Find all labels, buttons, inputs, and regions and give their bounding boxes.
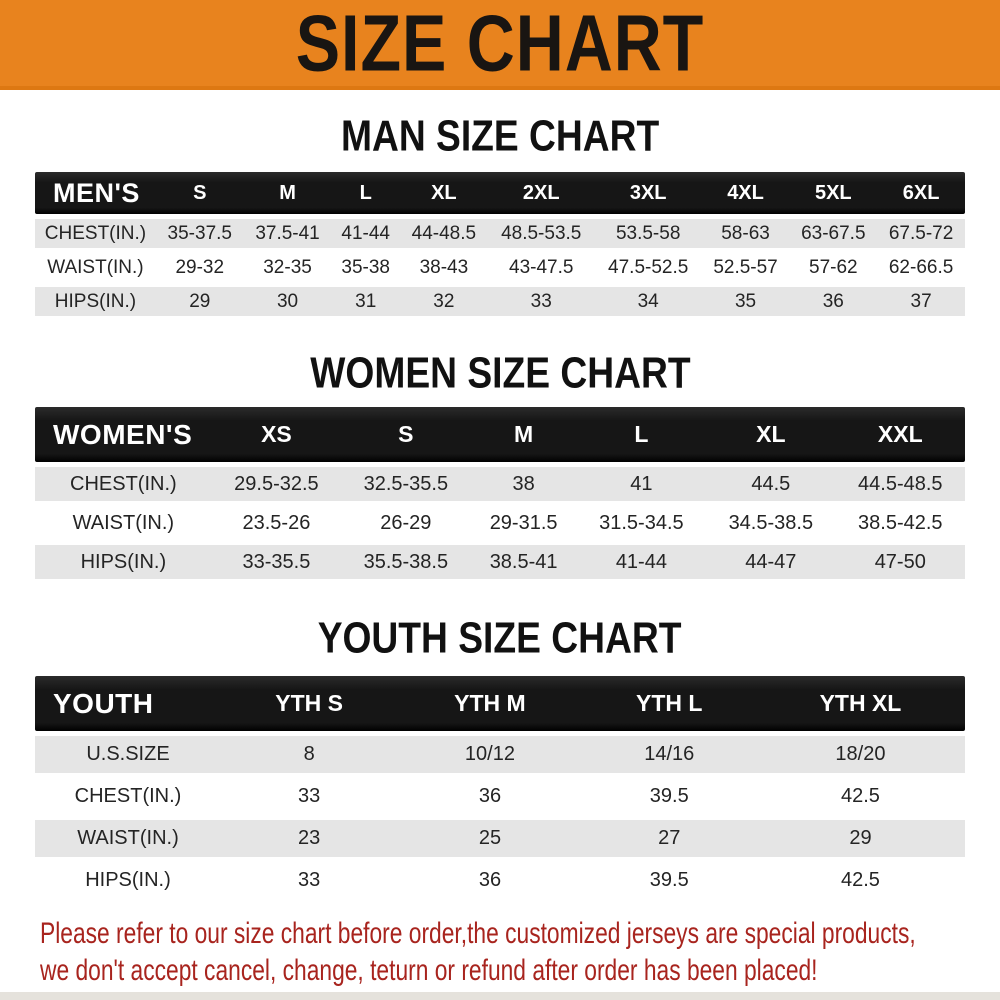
size-header-cell: XS bbox=[212, 407, 341, 462]
value-cell: 52.5-57 bbox=[702, 253, 790, 282]
value-cell: 34 bbox=[595, 287, 702, 316]
value-cell: 36 bbox=[397, 862, 582, 899]
mens-size-table bbox=[35, 167, 965, 321]
women-section-heading-text: WOMEN SIZE CHART bbox=[309, 348, 691, 398]
value-cell: 31.5-34.5 bbox=[577, 506, 706, 540]
size-header-cell: 6XL bbox=[877, 172, 965, 214]
value-cell: 42.5 bbox=[756, 862, 965, 899]
table-row bbox=[35, 862, 965, 899]
size-header-cell: M bbox=[244, 172, 332, 214]
value-cell: 25 bbox=[397, 820, 582, 857]
value-cell: 43-47.5 bbox=[488, 253, 595, 282]
value-cell: 39.5 bbox=[583, 862, 756, 899]
value-cell: 36 bbox=[397, 778, 582, 815]
size-header-cell: 2XL bbox=[488, 172, 595, 214]
footnote bbox=[0, 916, 1000, 989]
table-row bbox=[35, 778, 965, 815]
womens-size-table bbox=[35, 402, 965, 584]
value-cell: 35-37.5 bbox=[156, 219, 244, 248]
table-row bbox=[35, 506, 965, 540]
table-row bbox=[35, 287, 965, 316]
value-cell: 33 bbox=[221, 778, 397, 815]
size-header-cell: L bbox=[577, 407, 706, 462]
size-header-cell: YTH S bbox=[221, 676, 397, 731]
value-cell: 58-63 bbox=[702, 219, 790, 248]
value-cell: 29 bbox=[756, 820, 965, 857]
value-cell: 23.5-26 bbox=[212, 506, 341, 540]
size-header-cell: XXL bbox=[836, 407, 965, 462]
value-cell: 18/20 bbox=[756, 736, 965, 773]
value-cell: 67.5-72 bbox=[877, 219, 965, 248]
row-label-cell: HIPS(IN.) bbox=[35, 545, 212, 579]
table-header-row bbox=[35, 172, 965, 214]
value-cell: 48.5-53.5 bbox=[488, 219, 595, 248]
value-cell: 31 bbox=[331, 287, 400, 316]
row-label-cell: CHEST(IN.) bbox=[35, 219, 156, 248]
value-cell: 23 bbox=[221, 820, 397, 857]
value-cell: 37 bbox=[877, 287, 965, 316]
value-cell: 35 bbox=[702, 287, 790, 316]
table-title-cell: YOUTH bbox=[35, 676, 221, 731]
value-cell: 35-38 bbox=[331, 253, 400, 282]
row-label-cell: WAIST(IN.) bbox=[35, 506, 212, 540]
value-cell: 37.5-41 bbox=[244, 219, 332, 248]
row-label-cell: WAIST(IN.) bbox=[35, 253, 156, 282]
value-cell: 29 bbox=[156, 287, 244, 316]
value-cell: 32-35 bbox=[244, 253, 332, 282]
size-header-cell: YTH XL bbox=[756, 676, 965, 731]
table-header-row bbox=[35, 407, 965, 462]
value-cell: 47-50 bbox=[836, 545, 965, 579]
row-label-cell: HIPS(IN.) bbox=[35, 287, 156, 316]
table-header-row bbox=[35, 676, 965, 731]
youth-size-table bbox=[35, 671, 965, 904]
value-cell: 62-66.5 bbox=[877, 253, 965, 282]
size-header-cell: YTH L bbox=[583, 676, 756, 731]
value-cell: 33 bbox=[221, 862, 397, 899]
value-cell: 8 bbox=[221, 736, 397, 773]
man-section-heading-text: MAN SIZE CHART bbox=[340, 111, 660, 161]
table-row bbox=[35, 467, 965, 501]
table-title-cell: WOMEN'S bbox=[35, 407, 212, 462]
size-header-cell: XL bbox=[706, 407, 835, 462]
value-cell: 32.5-35.5 bbox=[341, 467, 470, 501]
size-header-cell: M bbox=[471, 407, 577, 462]
value-cell: 30 bbox=[244, 287, 332, 316]
size-header-cell: 4XL bbox=[702, 172, 790, 214]
youth-section-heading bbox=[0, 613, 1000, 663]
table-row bbox=[35, 736, 965, 773]
bottom-strip bbox=[0, 992, 1000, 1000]
row-label-cell: CHEST(IN.) bbox=[35, 467, 212, 501]
row-label-cell: CHEST(IN.) bbox=[35, 778, 221, 815]
table-row bbox=[35, 253, 965, 282]
value-cell: 44.5-48.5 bbox=[836, 467, 965, 501]
value-cell: 35.5-38.5 bbox=[341, 545, 470, 579]
value-cell: 63-67.5 bbox=[789, 219, 877, 248]
value-cell: 10/12 bbox=[397, 736, 582, 773]
man-section-heading bbox=[0, 111, 1000, 161]
size-header-cell: 3XL bbox=[595, 172, 702, 214]
size-header-cell: 5XL bbox=[789, 172, 877, 214]
value-cell: 41-44 bbox=[577, 545, 706, 579]
value-cell: 38.5-41 bbox=[471, 545, 577, 579]
value-cell: 39.5 bbox=[583, 778, 756, 815]
youth-section-heading-text: YOUTH SIZE CHART bbox=[318, 613, 682, 663]
value-cell: 44.5 bbox=[706, 467, 835, 501]
row-label-cell: U.S.SIZE bbox=[35, 736, 221, 773]
size-header-cell: L bbox=[331, 172, 400, 214]
value-cell: 38.5-42.5 bbox=[836, 506, 965, 540]
value-cell: 38 bbox=[471, 467, 577, 501]
value-cell: 44-47 bbox=[706, 545, 835, 579]
value-cell: 27 bbox=[583, 820, 756, 857]
size-header-cell: YTH M bbox=[397, 676, 582, 731]
women-section-heading bbox=[0, 348, 1000, 398]
value-cell: 34.5-38.5 bbox=[706, 506, 835, 540]
value-cell: 42.5 bbox=[756, 778, 965, 815]
value-cell: 32 bbox=[400, 287, 488, 316]
banner-title: SIZE CHART bbox=[295, 0, 705, 88]
footnote-line-1: Please refer to our size chart before order,the customized jerseys are special products, bbox=[40, 917, 916, 950]
value-cell: 29.5-32.5 bbox=[212, 467, 341, 501]
value-cell: 41 bbox=[577, 467, 706, 501]
value-cell: 26-29 bbox=[341, 506, 470, 540]
row-label-cell: WAIST(IN.) bbox=[35, 820, 221, 857]
value-cell: 41-44 bbox=[331, 219, 400, 248]
size-header-cell: S bbox=[156, 172, 244, 214]
value-cell: 44-48.5 bbox=[400, 219, 488, 248]
value-cell: 29-32 bbox=[156, 253, 244, 282]
value-cell: 33 bbox=[488, 287, 595, 316]
value-cell: 53.5-58 bbox=[595, 219, 702, 248]
table-row bbox=[35, 545, 965, 579]
value-cell: 33-35.5 bbox=[212, 545, 341, 579]
table-row bbox=[35, 219, 965, 248]
value-cell: 47.5-52.5 bbox=[595, 253, 702, 282]
banner bbox=[0, 0, 1000, 90]
value-cell: 38-43 bbox=[400, 253, 488, 282]
table-row bbox=[35, 820, 965, 857]
value-cell: 14/16 bbox=[583, 736, 756, 773]
size-header-cell: XL bbox=[400, 172, 488, 214]
footnote-line-2: we don't accept cancel, change, teturn or refund after order has been placed! bbox=[40, 953, 818, 987]
value-cell: 29-31.5 bbox=[471, 506, 577, 540]
value-cell: 57-62 bbox=[789, 253, 877, 282]
value-cell: 36 bbox=[789, 287, 877, 316]
row-label-cell: HIPS(IN.) bbox=[35, 862, 221, 899]
size-header-cell: S bbox=[341, 407, 470, 462]
table-title-cell: MEN'S bbox=[35, 172, 156, 214]
